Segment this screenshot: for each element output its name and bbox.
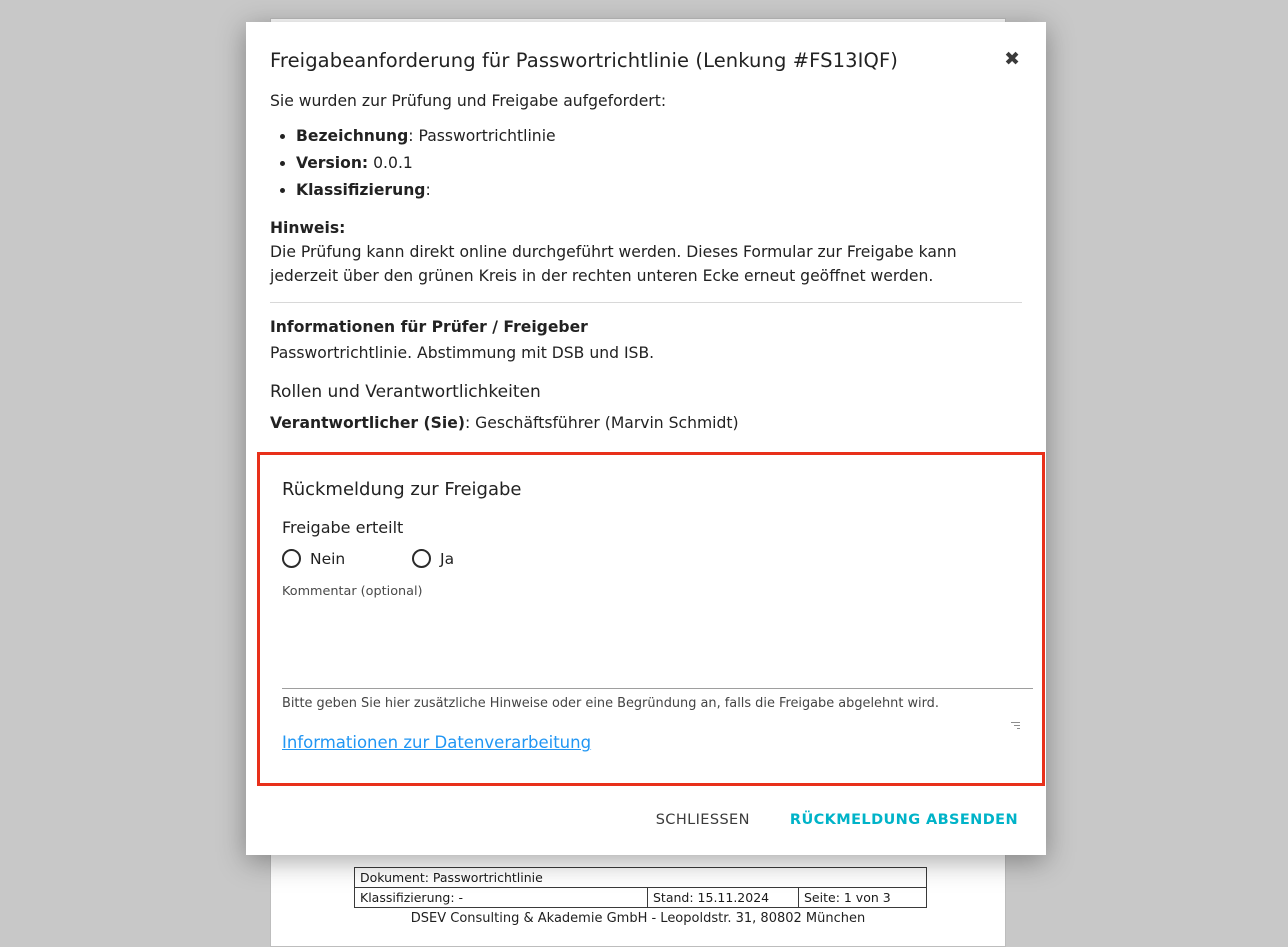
detail-sep: :	[425, 180, 431, 199]
comment-field-label: Kommentar (optional)	[282, 584, 423, 599]
submit-feedback-button[interactable]: RÜCKMELDUNG ABSENDEN	[788, 806, 1020, 834]
feedback-title: Rückmeldung zur Freigabe	[282, 479, 522, 500]
document-details-list	[270, 124, 1022, 202]
document-footer-table	[354, 867, 927, 908]
approval-question-label: Freigabe erteilt	[282, 518, 404, 537]
detail-value: Passwortrichtlinie	[418, 126, 556, 145]
list-item	[296, 178, 1022, 202]
doc-footer-title: Dokument: Passwortrichtlinie	[355, 868, 927, 888]
detail-value: 0.0.1	[373, 153, 413, 172]
role-label: Verantwortlicher (Sie)	[270, 414, 465, 433]
reviewer-section-text: Passwortrichtlinie. Abstimmung mit DSB und ISB.	[270, 343, 655, 362]
comment-input[interactable]	[282, 603, 1033, 689]
doc-footer-date: Stand: 15.11.2024	[648, 888, 799, 908]
radio-label: Ja	[440, 549, 455, 568]
reviewer-section-title: Informationen für Prüfer / Freigeber	[270, 318, 588, 337]
close-button[interactable]: SCHLIESSEN	[654, 806, 752, 834]
approval-request-dialog	[246, 22, 1046, 855]
radio-option-ja[interactable]	[412, 549, 454, 568]
detail-label: Klassifizierung	[296, 180, 426, 199]
dialog-body	[246, 73, 1046, 435]
dialog-footer	[246, 785, 1046, 855]
divider	[270, 302, 1022, 303]
role-line	[270, 411, 1022, 435]
comment-hint-text: Bitte geben Sie hier zusätzliche Hinweise oder eine Begründung an, falls die Freigabe abgelehnt wird.	[282, 696, 939, 711]
close-icon[interactable]: ✖	[1000, 48, 1024, 71]
note-title: Hinweis:	[270, 218, 346, 237]
list-item	[296, 124, 1022, 148]
detail-sep: :	[408, 126, 419, 145]
table-row	[355, 868, 927, 888]
resize-handle-icon[interactable]	[1010, 720, 1020, 730]
radio-option-nein[interactable]	[282, 549, 412, 568]
doc-footer-classification: Klassifizierung: -	[355, 888, 648, 908]
list-item	[296, 151, 1022, 175]
privacy-information-link[interactable]: Informationen zur Datenverarbeitung	[282, 733, 592, 752]
note-text: Die Prüfung kann direkt online durchgeführt werden. Dieses Formular zur Freigabe kann jederzeit über den grünen Kreis in der rechten unteren Ecke erneut geöffnet werden.	[270, 243, 957, 286]
table-row	[355, 888, 927, 908]
doc-company-line: DSEV Consulting & Akademie GmbH - Leopoldstr. 31, 80802 München	[410, 911, 866, 926]
roles-heading: Rollen und Verantwortlichkeiten	[270, 381, 541, 402]
dialog-header	[246, 22, 1046, 73]
feedback-section	[257, 452, 1045, 786]
radio-icon[interactable]	[412, 549, 431, 568]
page-title: Freigabeanforderung für Passwortrichtlinie (Lenkung #FS13IQF)	[270, 49, 898, 72]
detail-label: Version:	[296, 153, 369, 172]
radio-label: Nein	[310, 549, 346, 568]
approval-radio-group	[282, 549, 1020, 568]
role-value: : Geschäftsführer (Marvin Schmidt)	[464, 414, 739, 433]
doc-footer-page: Seite: 1 von 3	[799, 888, 927, 908]
detail-label: Bezeichnung	[296, 126, 409, 145]
dialog-lead-text: Sie wurden zur Prüfung und Freigabe aufgefordert:	[270, 92, 667, 111]
radio-icon[interactable]	[282, 549, 301, 568]
